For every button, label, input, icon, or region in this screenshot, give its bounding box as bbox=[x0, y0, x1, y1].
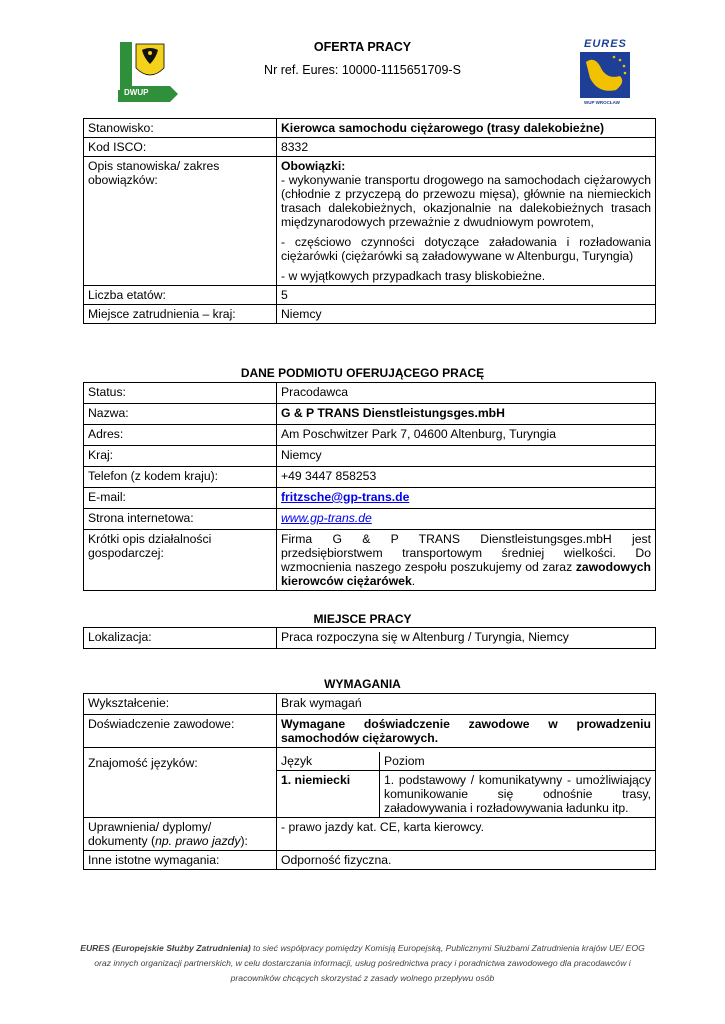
table-row bbox=[277, 752, 655, 771]
eures-logo-subtext: WUP WROCŁAW bbox=[584, 100, 620, 105]
dwup-logo-text: DWUP bbox=[124, 88, 149, 97]
email-cell bbox=[277, 488, 656, 509]
requirements-table bbox=[83, 693, 656, 870]
reference-number: Nr ref. Eures: 10000-1115651709-S bbox=[264, 63, 461, 77]
position-value: Kierowca samochodu ciężarowego (trasy dalekobieżne) bbox=[277, 119, 656, 138]
phone-label: Telefon (z kodem kraju): bbox=[84, 467, 277, 488]
name-value: G & P TRANS Dienstleistungsges.mbH bbox=[277, 404, 656, 425]
address-label: Adres: bbox=[84, 425, 277, 446]
position-label: Stanowisko: bbox=[84, 119, 277, 138]
eures-logo-text: EURES bbox=[584, 38, 627, 50]
offer-table bbox=[83, 118, 656, 324]
table-row bbox=[84, 628, 656, 649]
desc-end: . bbox=[411, 574, 416, 588]
employer-heading: DANE PODMIOTU OFERUJĄCEGO PRACĘ bbox=[240, 366, 485, 380]
email-label: E-mail: bbox=[84, 488, 277, 509]
email-link[interactable]: fritzsche@gp-trans.de bbox=[281, 490, 410, 504]
education-label: Wykształcenie: bbox=[84, 694, 277, 715]
status-value: Pracodawca bbox=[277, 383, 656, 404]
table-row bbox=[84, 446, 656, 467]
duties-item: - wykonywanie transportu drogowego na samochodach ciężarowych (chłodnie z przyczepą do przewozu mięsa), głównie na niemieckich trasach dalekobieżnych, okazjonalnie na dalekobieżnych trasach międzynarodowych przeważnie z dwudniowym powrotem, bbox=[281, 173, 651, 229]
permits-label bbox=[84, 818, 277, 851]
table-row bbox=[84, 467, 656, 488]
count-value: 5 bbox=[277, 286, 656, 305]
table-row bbox=[84, 286, 656, 305]
location-value: Praca rozpoczyna się w Altenburg / Turyngia, Niemcy bbox=[277, 628, 656, 649]
requirements-heading: WYMAGANIA bbox=[324, 677, 401, 691]
duties-item: - częściowo czynności dotyczące załadowania i rozładowania ciężarówki (ciężarówki są załadowywane w Altenburgu, Turyngia) bbox=[281, 235, 651, 263]
page-title: OFERTA PRACY bbox=[313, 40, 412, 54]
web-label: Strona internetowa: bbox=[84, 509, 277, 530]
workplace-heading: MIEJSCE PRACY bbox=[313, 612, 412, 626]
footer-line: pracowników chcących skorzystać z zasady wolnego przepływu osób bbox=[230, 973, 495, 983]
lang-level bbox=[380, 771, 656, 818]
desc-text: Firma G & P TRANS Dienstleistungsges.mbH jest przedsiębiorstwem transportowym średniej wielkości. Do wzmocnienia naszego zespołu poszukujemy od zaraz bbox=[281, 532, 651, 574]
permits-label-text: Uprawnienia/ dyplomy/ dokumenty ( bbox=[88, 820, 212, 848]
workplace-table bbox=[83, 627, 656, 649]
lang-col-language: Język bbox=[277, 752, 380, 771]
desc-bold-text: zawodowych kierowców ciężarówek bbox=[281, 560, 651, 588]
permits-label-end: ): bbox=[240, 834, 248, 848]
place-label: Miejsce zatrudnienia – kraj: bbox=[84, 305, 277, 324]
duties-cell bbox=[277, 157, 656, 286]
education-value: Brak wymagań bbox=[277, 694, 656, 715]
permits-value: - prawo jazdy kat. CE, karta kierowcy. bbox=[277, 818, 656, 851]
table-row bbox=[84, 119, 656, 138]
table-row bbox=[84, 425, 656, 446]
duties-item: - w wyjątkowych przypadkach trasy bliskobieżne. bbox=[281, 269, 546, 283]
table-row bbox=[84, 404, 656, 425]
lang-name: 1. niemiecki bbox=[277, 771, 380, 818]
phone-value: +49 3447 858253 bbox=[277, 467, 656, 488]
table-row bbox=[84, 488, 656, 509]
table-row bbox=[84, 530, 656, 591]
place-value: Niemcy bbox=[277, 305, 656, 324]
footer-line: oraz innych organizacji partnerskich, w celu dostarczania informacji, usług pośrednictwa pracy i poradnictwa zawodowego dla pracodawców i bbox=[94, 958, 631, 968]
web-cell bbox=[277, 509, 656, 530]
other-value: Odporność fizyczna. bbox=[277, 851, 656, 870]
lang-col-level: Poziom bbox=[380, 752, 656, 771]
table-row bbox=[84, 138, 656, 157]
table-row bbox=[84, 157, 656, 286]
eures-logo bbox=[570, 38, 640, 110]
table-row bbox=[84, 383, 656, 404]
desc-value bbox=[277, 530, 656, 591]
table-row bbox=[277, 771, 655, 818]
table-row bbox=[84, 509, 656, 530]
status-label: Status: bbox=[84, 383, 277, 404]
country-value: Niemcy bbox=[277, 446, 656, 467]
table-row bbox=[84, 818, 656, 851]
other-label: Inne istotne wymagania: bbox=[84, 851, 277, 870]
isco-value: 8332 bbox=[277, 138, 656, 157]
footer-text: to sieć współpracy pomiędzy Komisją Europejską, Publicznymi Służbami Zatrudnienia krajów UE/ EOG bbox=[250, 943, 645, 953]
footer-bold: EURES (Europejskie Służby Zatrudnienia) bbox=[80, 943, 251, 953]
address-value: Am Poschwitzer Park 7, 04600 Altenburg, Turyngia bbox=[277, 425, 656, 446]
lang-level-text: 1. podstawowy / komunikatywny - umożliwiający komunikowanie się odnośnie trasy, załadowywania i rozładowywania ładunku itp. bbox=[384, 773, 651, 815]
name-label: Nazwa: bbox=[84, 404, 277, 425]
count-label: Liczba etatów: bbox=[84, 286, 277, 305]
table-row bbox=[84, 694, 656, 715]
duties-label: Opis stanowiska/ zakres obowiązków: bbox=[84, 157, 277, 286]
table-row bbox=[84, 305, 656, 324]
permits-label-italic: np. prawo jazdy bbox=[155, 834, 241, 848]
languages-label: Znajomość języków: bbox=[84, 748, 277, 818]
experience-value: Wymagane doświadczenie zawodowe w prowadzeniu samochodów ciężarowych. bbox=[277, 715, 656, 748]
website-link[interactable]: www.gp-trans.de bbox=[281, 511, 372, 525]
country-label: Kraj: bbox=[84, 446, 277, 467]
languages-cell bbox=[277, 748, 656, 818]
table-row bbox=[84, 748, 656, 818]
experience-label: Doświadczenie zawodowe: bbox=[84, 715, 277, 748]
desc-label: Krótki opis działalności gospodarczej: bbox=[84, 530, 277, 591]
languages-table bbox=[277, 752, 655, 817]
table-row bbox=[84, 851, 656, 870]
footer-line bbox=[60, 941, 665, 956]
location-label: Lokalizacja: bbox=[84, 628, 277, 649]
duties-heading: Obowiązki: bbox=[281, 159, 346, 173]
footer bbox=[60, 941, 665, 986]
employer-table bbox=[83, 382, 656, 591]
table-row bbox=[84, 715, 656, 748]
isco-label: Kod ISCO: bbox=[84, 138, 277, 157]
